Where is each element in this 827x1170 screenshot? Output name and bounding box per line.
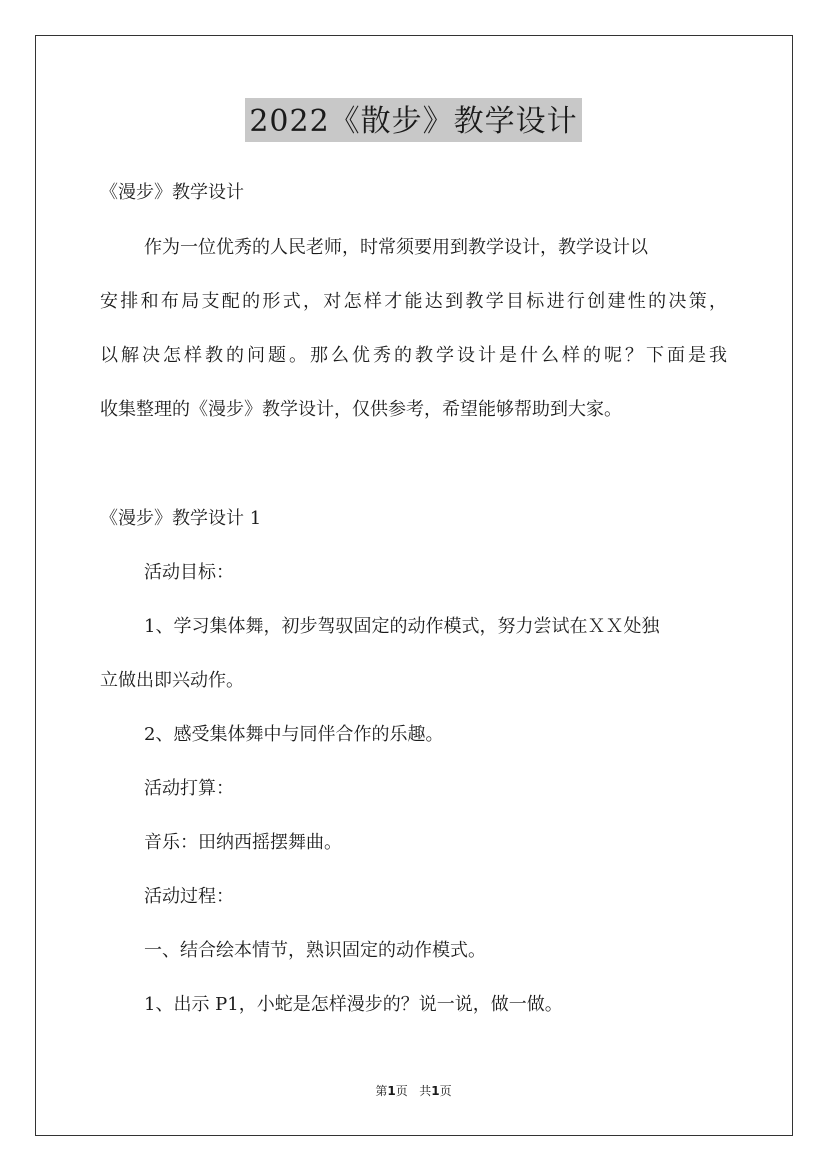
body-line: 活动过程： (144, 886, 234, 907)
section-heading: 《漫步》教学设计 1 (100, 508, 262, 529)
page-prefix: 第 (375, 1084, 388, 1098)
page-mid: 页 (395, 1084, 408, 1098)
title-container (0, 98, 827, 142)
page-footer (0, 1083, 827, 1099)
body-line: 一、结合绘本情节，熟识固定的动作模式。 (144, 940, 486, 961)
total-number: 1 (431, 1084, 440, 1098)
body-line: 音乐：田纳西摇摆舞曲。 (144, 832, 342, 853)
total-prefix: 共 (419, 1084, 432, 1098)
body-line: 活动打算： (144, 778, 234, 799)
intro-line: 安排和布局支配的形式，对怎样才能达到教学目标进行创建性的决策， (100, 291, 727, 312)
intro-heading: 《漫步》教学设计 (100, 182, 244, 203)
body-line: 1、出示 P1，小蛇是怎样漫步的？说一说，做一做。 (144, 994, 563, 1015)
total-suffix: 页 (439, 1084, 452, 1098)
intro-line: 收集整理的《漫步》教学设计，仅供参考，希望能够帮助到大家。 (100, 399, 622, 420)
page-number: 1 (387, 1084, 396, 1098)
intro-line: 作为一位优秀的人民老师，时常须要用到教学设计，教学设计以 (144, 237, 648, 258)
body-line: 立做出即兴动作。 (100, 670, 244, 691)
document-title: 2022《散步》教学设计 (245, 98, 581, 142)
body-line: 2、感受集体舞中与同伴合作的乐趣。 (144, 724, 444, 745)
body-line: 活动目标： (144, 562, 234, 583)
body-line: 1、学习集体舞，初步驾驭固定的动作模式，努力尝试在ＸＸ处独 (144, 616, 660, 637)
intro-line: 以解决怎样教的问题。那么优秀的教学设计是什么样的呢？下面是我 (100, 345, 727, 366)
